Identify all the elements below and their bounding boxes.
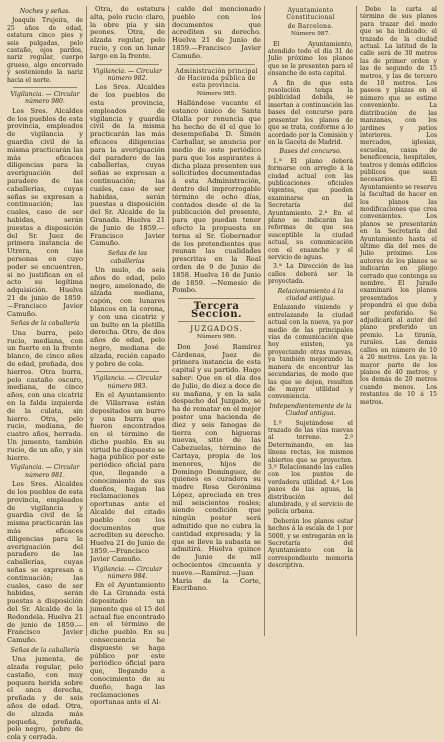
bases-body: 1.ª El plano deberá formarse con arreglo á la ciudad actual con las publicaciones oficiales vigentes, que pueden examinarse en la Secretaría del Ayuntamiento. 2.ª En el plano se indicarán las reformas de que sea susceptible la ciudad actual, su comunicación con el ensanche y el servicio de aguas. — [268, 157, 353, 261]
notice-text: Joaquín Trujeira, de 25 años de edad, estatura cinco pies y seis pulgadas, pelo castaño, ojos pardos, nariz regular, cuerpo grueso, algo encorvado y sosteniendo la nariz hacia el norte. — [7, 17, 83, 84]
column-1 — [4, 6, 86, 742]
notice-subheading: Señas de la caballería — [10, 320, 80, 328]
column-4 — [264, 6, 356, 636]
notice-subheading: Señas de las caballerías — [107, 250, 148, 265]
section-title: Tercera Seccion. — [191, 301, 242, 320]
notice-signs: Una jumenta, de alzada regular, pelo castaño, con muy poquera herida sobre el anca derecha, preñada y de seis años de edad. Otra, de alzada más pequeña, preñada, pelo negro, pobre de cola y cerrada. — [7, 655, 83, 742]
notice-heading: Vigilancia. — Circular número 982. — [93, 67, 162, 82]
ayuntamiento-body: El Ayuntamiento, atendido todo el día 31 de Julio próximo los planos que se le presenten para el ensanche de esta capital. — [268, 40, 353, 78]
divider — [178, 298, 255, 299]
column-text: Debe la carta al término de sus planos para trazar del modo que se ha indicado: el trazado de la ciudad actual. La latitud de la calle será de 30 metros las de primer orden y las de segundo de 15 metros, y las de tercero de 10 metros. Los paseos y plazas en el número que se estime conveniente. La distribución de las manzanas, con los jardines y patios interiores. Los mercados, iglesias, escuelas, casas de beneficencia, hospitales, teatros y demás edificios públicos que sean necesarios. El Ayuntamiento se reserva la facultad de hacer en los planos las modificaciones que crea convenientes. Los planos se presentarán en la Secretaría del Ayuntamiento hasta el último día del mes de Julio próximo. Los autores de los planos se indicarán en pliego cerrado que contenga su nombre. El Jurado examinará los planos presentados y propondrá el que deba ser preferido. Se adjudicará al autor del plano preferido un premio. La tiranía, rurales. Las demás calles en número de 10 á 20 metros. Los ya: la mayor parte de los planos de 40 metros; y los demás de 20 metros cuando menos. Los restantes de 10 á 15 metros. — [360, 6, 437, 406]
ayuntamiento-body: A fin de que esta resolución tenga la publicidad debida, se insertan a continuación las bases del concurso para presentar los planos de que se trata, conforme a lo acordado por la Comisión y en la Gaceta de Madrid. — [268, 79, 353, 146]
notice-body: En el Ayuntamiento de La Granada está depositado un jumento que el 15 del actual fue encontrado en el término de dicho pueblo. En su consecuencia he dispuesto se haga público por este periódico oficial para que, llegando a conocimiento de su dueño, haga las reclamaciones oportunas ante el Al- — [90, 581, 165, 707]
column-3 — [168, 6, 264, 636]
section-heading: Relacionamiento á la ciudad antigua. — [277, 287, 344, 303]
column-2 — [86, 5, 168, 707]
divider — [178, 64, 255, 65]
notice-body: En el Ayuntamiento de Villarrasa están depositados un burro y una burra que fueron encontrados en el término de dicho pueblo. En su virtud he dispuesto se haga público por este periódico oficial para que, llegando a conocimiento de sus dueños, hagan las reclamaciones oportunas ante el Alcalde del citado pueblo con los documentos que acrediten su derecho. Huelva 21 de Junio de 1859.—Francisco Javier Camuño. — [90, 391, 165, 563]
subsection-title: JUZGADOS. — [190, 323, 243, 333]
section-body: Deberán los planos estar hechos á la escala de 1 por 5000, y se entregarán en la Secretaría del Ayuntamiento con la correspondiente memoria descriptiva. — [268, 517, 353, 570]
bases-body: 3.ª La Dirección de las calles deberá ser la proyectada. — [268, 263, 353, 286]
notice-heading: Vigilancia. — Circular número 980. — [10, 91, 80, 106]
section-body: 1.º Sujetándose el trazado de las vías nuevas al terreno. 2.º Determinando, en las líneas rectas, los mismos abiertos que se proyecten. 3.º Relacionando las calles con los puntos de verdadera utilidad. 4.º Los pasos de las aguas, la distribución del alumbrado, y el servicio de policía urbana. — [268, 419, 353, 516]
heading-noches: Noches y señas. — [19, 8, 71, 15]
ayuntamiento-subheading: de Barcelona. — [287, 22, 334, 30]
divider — [178, 321, 255, 322]
divider — [96, 371, 159, 372]
notice-body: Los Sres. Alcaldes de los pueblos de esta provincia, empleados de vigilancia y guardia civil de la misma practicarán las más eficaces diligencias para la averiguación del paradero de las caballerías, cuyas señas se expresan a continuación; las cuales, caso de ser habidas, serán puestas a disposición del Sr. Alcalde de la Redondela. Huelva 21 de junio de 1859.—Francisco Javier Camuño. — [7, 480, 83, 645]
section-heading: Independientemente de la Ciudad antigua. — [269, 402, 352, 418]
admin-body: Hallándose vacante el estanco único de Santa Olalla por renuncia que ha hecho de él el que lo desempeñaba D. Simón Carballar, se anuncia por medio de este periódico para que los aspirantes á dicha plaza presenten sus solicitudes documentadas á esta Administración, dentro del improrrogable término de ocho días, contados desde el de la publicación del presente, para que puedan tener efecto la propuesta en terna al Sr. Gobernador de los pretendientes que reunan las cualidades prescritas en la Real orden de 9 de Junio de 1858. Huelva 16 de Junio de 1859. —Nemesio de Pombo. — [172, 99, 261, 295]
notice-subheading: Señas de la caballería — [10, 646, 80, 654]
divider — [96, 64, 159, 65]
notice-number: Número 987. — [290, 31, 331, 38]
bases-heading: Bases del concurso. — [279, 148, 342, 156]
ayuntamiento-heading: Ayuntamiento Constitucional — [286, 7, 335, 22]
notice-signs: Una burra, pelo rucio, mediana, con un fuerte en la frente blanco, de cinco años de edad, preñada, dos hierros. Otra burra, pelo castaño oscuro, mediana, de cinco años, con una cicatriz en la falda izquierda de la culata, sin hierro. Otra, pelo rucio, mediana, de cuatro años, herrada. Un jumento, también rucio, de un año, y sin hierro. — [7, 328, 83, 462]
notice-continuation: Otra, de estatura alta, pelo rucio claro, la obre pia y sin peones. Otra, de alzada regular, pelo rucio, y con un lunar largo en la frente. — [90, 5, 165, 60]
notice-number: Número 986. — [196, 334, 237, 341]
column-5 — [356, 6, 440, 636]
notice-heading: Vigilancia. — Circular número 984. — [93, 565, 162, 581]
divider — [13, 87, 77, 88]
notice-heading: Vigilancia. — Circular número 981. — [10, 464, 80, 479]
admin-heading: Administración principal de Hacienda pública de esta provincia. — [175, 67, 258, 90]
notice-number: Número 985. — [196, 90, 237, 97]
notice-body: Los Sres. Alcaldes de los pueblos de esta provincia, empleados de vigilancia y guardia civil de la misma practicarán las más eficaces diligencias para la averiguación del paradero de las caballerías, cuyas señas se expresan a continuación; las cuales, caso de ser habidas, serán puestas a disposición del Sr. Alcalde de la Granada. Huelva 21 de Junio de 1859.—Francisco Javier Camuño. — [90, 83, 165, 248]
notice-continuation: calde del mencionado pueblo con los documentos que acrediten su derecho. Huelva 21 de Junio de 1859.—Francisco Javier Camuño. — [172, 5, 261, 60]
notice-signs: Un mulo, de seis años de edad, pelo negro, amelonado, de alzada mediana, capón, con lunares blancos en la corona, y con una cicatriz y un bulto en la pletilla derecha. Otro, de dos años de edad, pelo negro, mediana de alzada, recién capado y pobre de cola. — [90, 265, 165, 368]
notice-heading: Vigilancia. — Circular número 983. — [93, 375, 162, 390]
court-body: Don José Ramírez Cárdenas, Juez de primera instancia de esta capital y su partido. Hago saber: Que en el día dos de Julio, de diez a doce de su mañana, y en la sala despacho del Juzgado, se ha de rematar en el mejor postor una hacienda de diez y seis fanegas de tierra con higueras nuevas, sitio de las Cabezuelas, término de Cartaya, propia de los menores, hijos de Domingo Domínguez, de quienes es curadora su madre Rosa Gerónima López, apreciada en tres mil seiscientos reales; siendo condición que ningún postor será admitido que no cubra la cantidad expresada; y la que se lleve la subasta se admitirá. Huelva quince de Junio de mil ochocientos cincuenta y nueve.—Ramírez.—Juan María de la Corte, Escribano. — [172, 342, 261, 593]
notice-body: Los Sres. Alcaldes de los pueblos de esta provincia, empleados de vigilancia y guardia civil de la misma practicarán las más eficaces diligencias para la averiguación del paradero de las caballerías, cuyas señas se expresan a continuación; las cuales, caso de ser habidas, serán puestas a disposición del Sr. Juez de primera instancia de Utrera, con las personas en cuyo poder se encuentren, si no justifican en el acto su legítima adquisición. Huelva 21 de junio de 1859.—Francisco Javier Camuño. — [7, 106, 83, 318]
section-body: Enlazando viniendo y entrelazando la ciudad actual con la nueva, ya por medio de las principales vías de comunicación que hoy existen, ya proyectando otras nuevas, ya también mejorando la manera de encontrar las secundarias, de modo que las que se dejen, resulten de mayor utilidad y conveniencia. — [268, 304, 353, 401]
